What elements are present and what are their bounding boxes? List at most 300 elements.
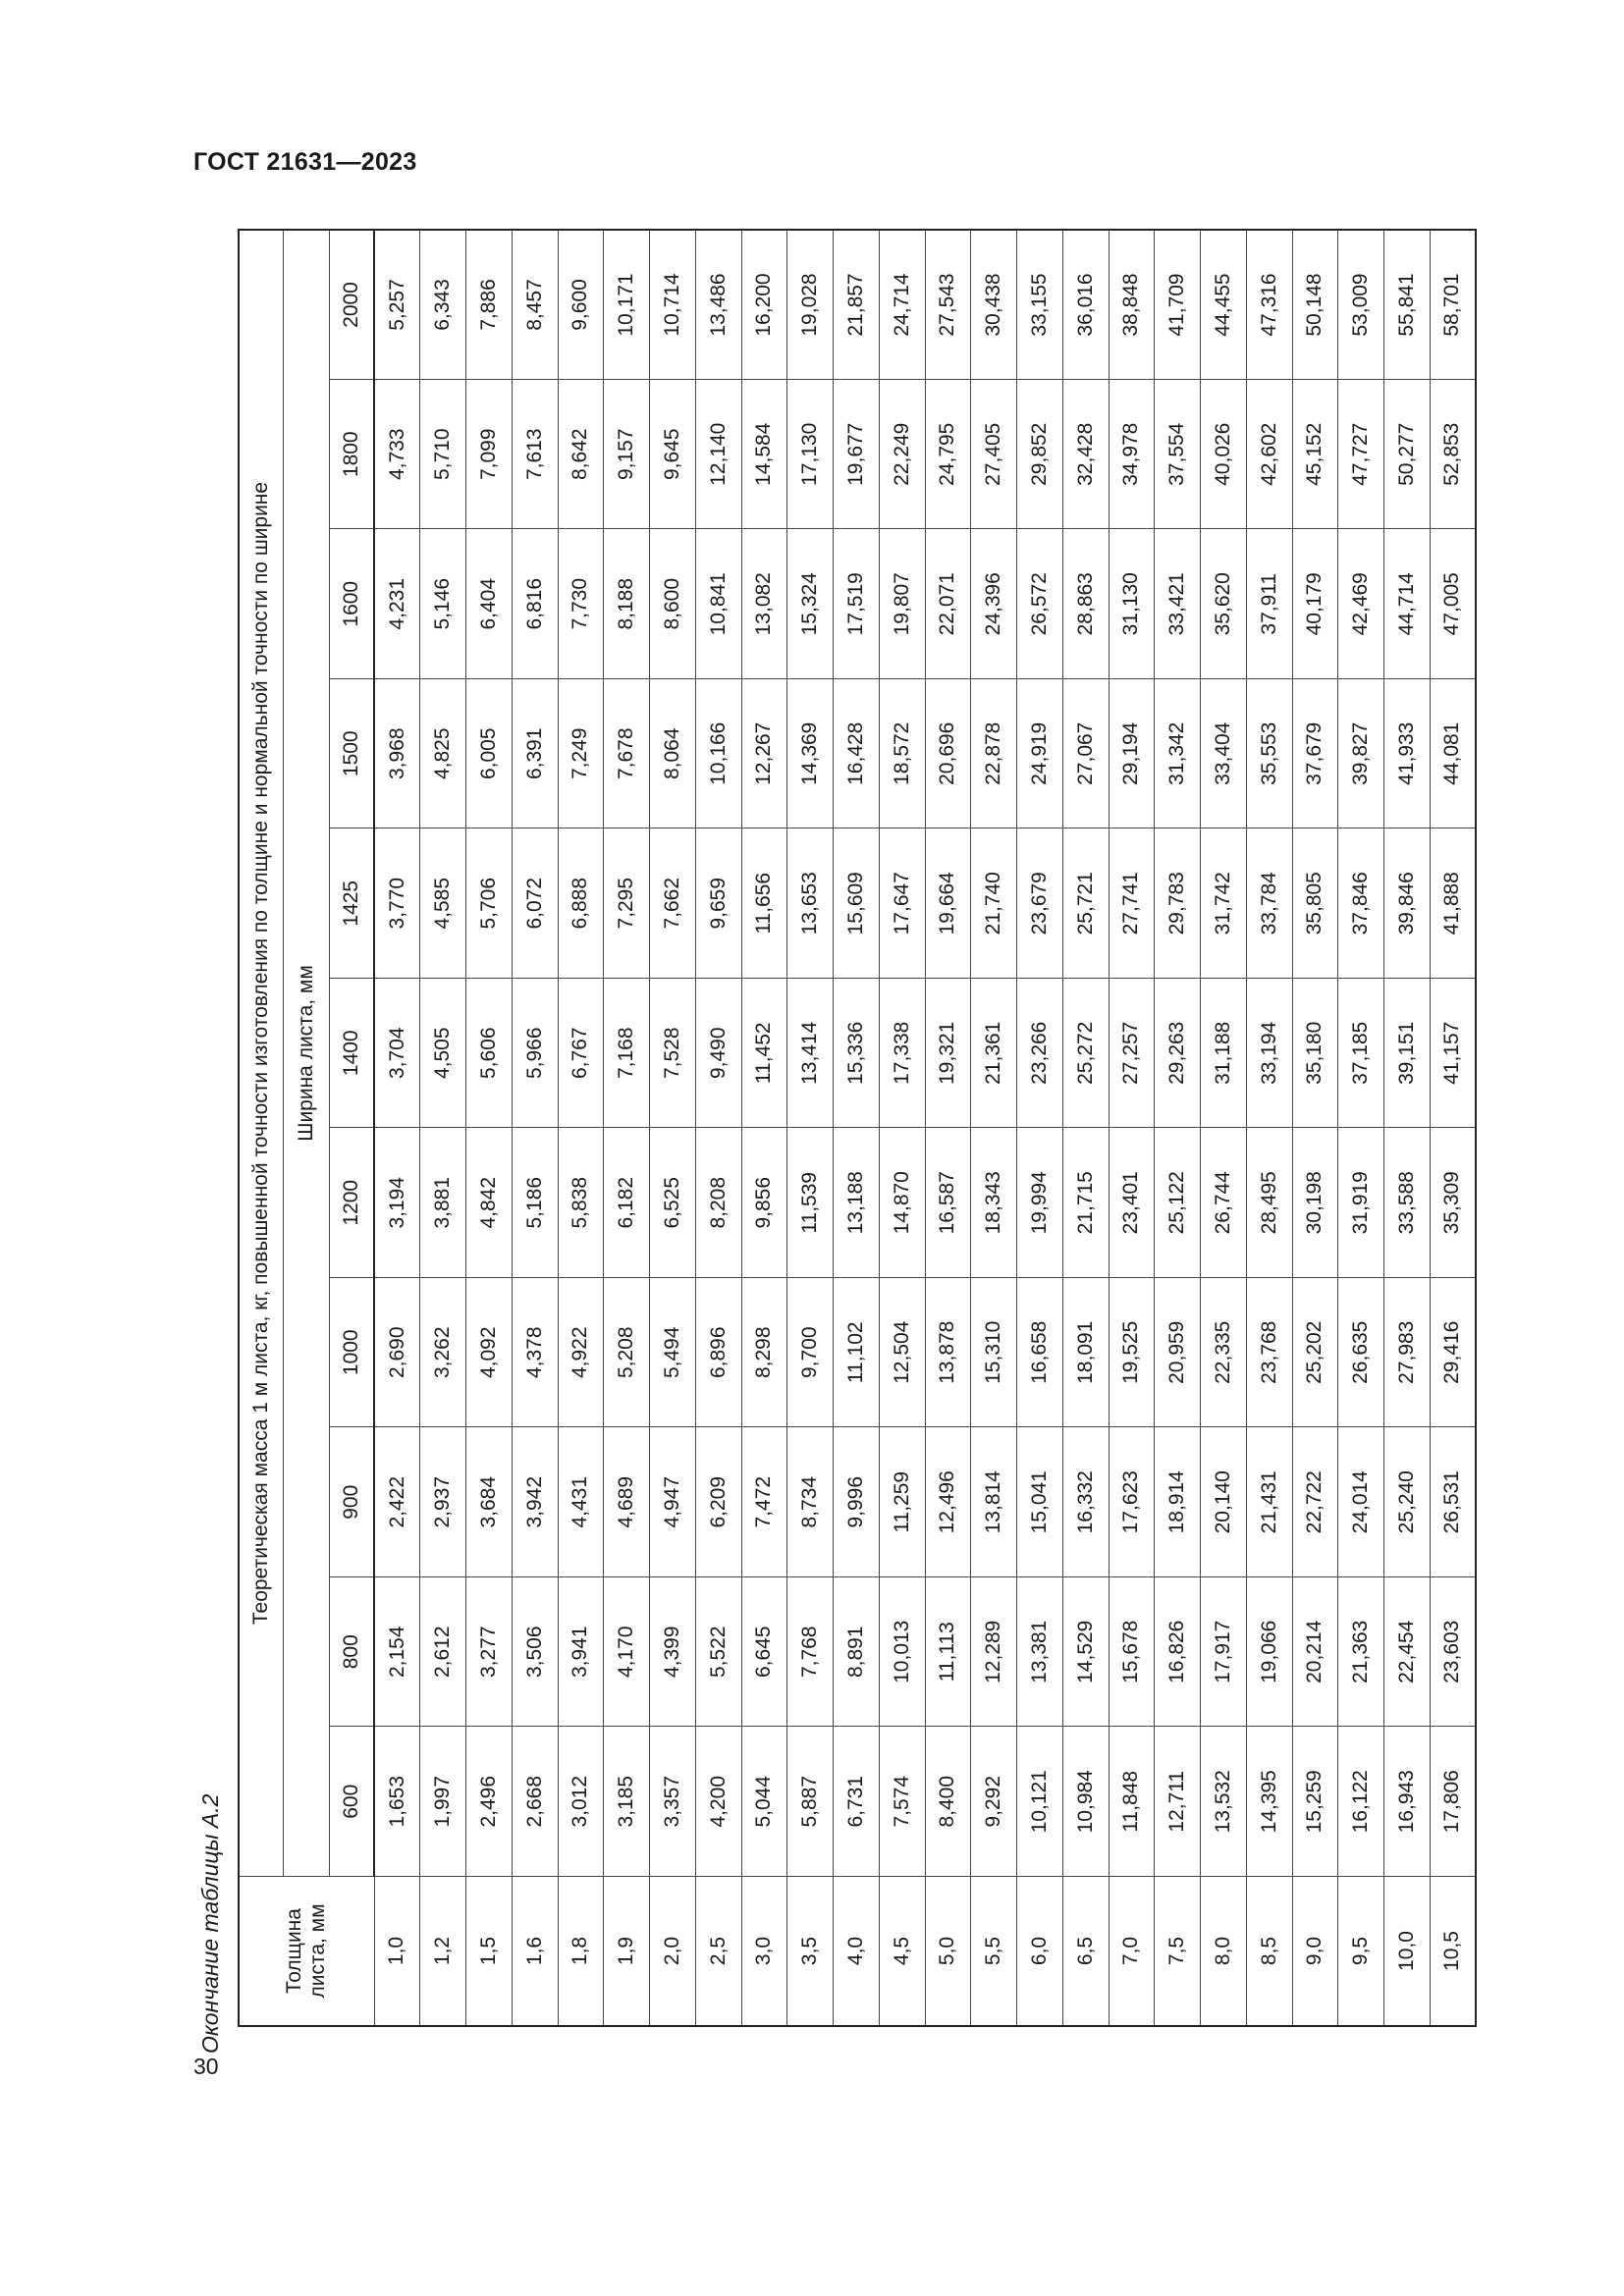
mass-cell: 9,856 <box>741 1128 787 1278</box>
mass-cell: 16,428 <box>834 679 880 829</box>
mass-cell: 12,711 <box>1155 1727 1201 1877</box>
table-row <box>787 230 834 2026</box>
mass-cell: 37,554 <box>1155 380 1201 530</box>
thickness-cell: 1,0 <box>374 1877 420 2027</box>
mass-cell: 5,706 <box>466 828 513 979</box>
mass-cell: 3,704 <box>374 979 420 1129</box>
mass-cell: 15,609 <box>834 828 880 979</box>
width-header-cell: 2000 <box>330 230 375 380</box>
mass-cell: 19,028 <box>787 230 834 380</box>
thickness-cell: 9,5 <box>1338 1877 1384 2027</box>
mass-cell: 55,841 <box>1384 230 1431 380</box>
mass-cell: 13,486 <box>695 230 741 380</box>
mass-cell: 33,404 <box>1201 679 1247 829</box>
mass-cell: 18,572 <box>879 679 925 829</box>
mass-cell: 13,653 <box>787 828 834 979</box>
mass-cell: 5,522 <box>695 1577 741 1728</box>
document-header: ГОСТ 21631—2023 <box>193 148 417 176</box>
mass-cell: 35,309 <box>1430 1128 1476 1278</box>
mass-cell: 6,209 <box>695 1427 741 1577</box>
mass-cell: 21,740 <box>971 828 1017 979</box>
mass-cell: 13,814 <box>971 1427 1017 1577</box>
mass-cell: 11,656 <box>741 828 787 979</box>
table-row <box>695 230 741 2026</box>
mass-cell: 3,941 <box>558 1577 604 1728</box>
mass-cell: 2,612 <box>420 1577 466 1728</box>
mass-cell: 8,734 <box>787 1427 834 1577</box>
mass-cell: 14,529 <box>1062 1577 1109 1728</box>
mass-cell: 3,684 <box>466 1427 513 1577</box>
mass-cell: 4,922 <box>558 1278 604 1428</box>
table-row <box>1338 230 1384 2026</box>
thickness-cell: 1,6 <box>512 1877 558 2027</box>
mass-cell: 10,121 <box>1017 1727 1063 1877</box>
thickness-cell: 1,5 <box>466 1877 513 2027</box>
mass-cell: 7,768 <box>787 1577 834 1728</box>
mass-cell: 28,863 <box>1062 529 1109 679</box>
mass-cell: 7,678 <box>604 679 650 829</box>
mass-cell: 9,659 <box>695 828 741 979</box>
mass-cell: 6,404 <box>466 529 513 679</box>
mass-cell: 12,140 <box>695 380 741 530</box>
thickness-cell: 10,0 <box>1384 1877 1431 2027</box>
mass-cell: 2,154 <box>374 1577 420 1728</box>
mass-cell: 28,495 <box>1246 1128 1292 1278</box>
mass-cell: 5,044 <box>741 1727 787 1877</box>
mass-cell: 53,009 <box>1338 230 1384 380</box>
mass-cell: 4,505 <box>420 979 466 1129</box>
mass-cell: 3,185 <box>604 1727 650 1877</box>
mass-cell: 14,584 <box>741 380 787 530</box>
mass-cell: 14,369 <box>787 679 834 829</box>
mass-cell: 2,937 <box>420 1427 466 1577</box>
mass-cell: 14,395 <box>1246 1727 1292 1877</box>
mass-cell: 8,600 <box>650 529 696 679</box>
mass-cell: 6,182 <box>604 1128 650 1278</box>
table-row <box>558 230 604 2026</box>
mass-cell: 5,838 <box>558 1128 604 1278</box>
mass-cell: 3,942 <box>512 1427 558 1577</box>
mass-cell: 41,709 <box>1155 230 1201 380</box>
thickness-cell: 6,0 <box>1017 1877 1063 2027</box>
mass-cell: 22,454 <box>1384 1577 1431 1728</box>
width-header-cell: 1200 <box>330 1128 375 1278</box>
mass-cell: 15,336 <box>834 979 880 1129</box>
mass-cell: 35,805 <box>1292 828 1338 979</box>
mass-cell: 11,848 <box>1109 1727 1155 1877</box>
mass-cell: 7,099 <box>466 380 513 530</box>
width-header-cell: 600 <box>330 1727 375 1877</box>
mass-cell: 44,714 <box>1384 529 1431 679</box>
mass-cell: 41,888 <box>1430 828 1476 979</box>
table-row <box>420 230 466 2026</box>
mass-cell: 4,170 <box>604 1577 650 1728</box>
mass-cell: 37,911 <box>1246 529 1292 679</box>
width-header-cell: 900 <box>330 1427 375 1577</box>
mass-cell: 10,166 <box>695 679 741 829</box>
mass-cell: 16,200 <box>741 230 787 380</box>
mass-cell: 11,113 <box>925 1577 971 1728</box>
mass-cell: 9,157 <box>604 380 650 530</box>
mass-cell: 27,067 <box>1062 679 1109 829</box>
mass-cell: 34,978 <box>1109 380 1155 530</box>
mass-cell: 29,194 <box>1109 679 1155 829</box>
mass-cell: 32,428 <box>1062 380 1109 530</box>
thickness-cell: 9,0 <box>1292 1877 1338 2027</box>
mass-cell: 40,026 <box>1201 380 1247 530</box>
mass-cell: 21,363 <box>1338 1577 1384 1728</box>
mass-cell: 7,472 <box>741 1427 787 1577</box>
mass-cell: 6,731 <box>834 1727 880 1877</box>
mass-cell: 4,733 <box>374 380 420 530</box>
mass-cell: 12,496 <box>925 1427 971 1577</box>
mass-cell: 6,005 <box>466 679 513 829</box>
table-row <box>1155 230 1201 2026</box>
mass-cell: 23,401 <box>1109 1128 1155 1278</box>
mass-cell: 8,642 <box>558 380 604 530</box>
mass-cell: 19,677 <box>834 380 880 530</box>
mass-cell: 20,140 <box>1201 1427 1247 1577</box>
mass-cell: 13,878 <box>925 1278 971 1428</box>
mass-cell: 16,658 <box>1017 1278 1063 1428</box>
mass-cell: 12,289 <box>971 1577 1017 1728</box>
mass-cell: 4,399 <box>650 1577 696 1728</box>
mass-cell: 2,422 <box>374 1427 420 1577</box>
mass-cell: 4,378 <box>512 1278 558 1428</box>
mass-cell: 37,185 <box>1338 979 1384 1129</box>
mass-cell: 24,919 <box>1017 679 1063 829</box>
mass-cell: 15,324 <box>787 529 834 679</box>
mass-cell: 18,091 <box>1062 1278 1109 1428</box>
thickness-cell: 10,5 <box>1430 1877 1476 2027</box>
mass-cell: 25,272 <box>1062 979 1109 1129</box>
mass-cell: 30,198 <box>1292 1128 1338 1278</box>
mass-cell: 7,295 <box>604 828 650 979</box>
mass-cell: 4,200 <box>695 1727 741 1877</box>
table-row <box>1062 230 1109 2026</box>
thickness-cell: 4,5 <box>879 1877 925 2027</box>
mass-cell: 20,959 <box>1155 1278 1201 1428</box>
mass-cell: 21,715 <box>1062 1128 1109 1278</box>
table-row <box>1109 230 1155 2026</box>
width-header-cell: 1000 <box>330 1278 375 1428</box>
mass-cell: 22,071 <box>925 529 971 679</box>
mass-cell: 3,194 <box>374 1128 420 1278</box>
mass-cell: 25,240 <box>1384 1427 1431 1577</box>
mass-cell: 35,553 <box>1246 679 1292 829</box>
mass-cell: 24,014 <box>1338 1427 1384 1577</box>
mass-cell: 41,933 <box>1384 679 1431 829</box>
mass-cell: 10,714 <box>650 230 696 380</box>
mass-cell: 25,202 <box>1292 1278 1338 1428</box>
mass-cell: 11,452 <box>741 979 787 1129</box>
table-row <box>650 230 696 2026</box>
mass-cell: 6,888 <box>558 828 604 979</box>
mass-cell: 7,168 <box>604 979 650 1129</box>
mass-cell: 26,572 <box>1017 529 1063 679</box>
mass-cell: 12,267 <box>741 679 787 829</box>
mass-cell: 36,016 <box>1062 230 1109 380</box>
table-row <box>466 230 513 2026</box>
mass-cell: 7,730 <box>558 529 604 679</box>
mass-cell: 13,532 <box>1201 1727 1247 1877</box>
mass-cell: 23,266 <box>1017 979 1063 1129</box>
mass-cell: 4,092 <box>466 1278 513 1428</box>
mass-cell: 5,710 <box>420 380 466 530</box>
mass-cell: 29,263 <box>1155 979 1201 1129</box>
mass-cell: 22,722 <box>1292 1427 1338 1577</box>
mass-cell: 17,130 <box>787 380 834 530</box>
mass-cell: 15,041 <box>1017 1427 1063 1577</box>
table-row <box>374 230 420 2026</box>
mass-cell: 7,528 <box>650 979 696 1129</box>
table-row <box>604 230 650 2026</box>
mass-cell: 33,784 <box>1246 828 1292 979</box>
mass-cell: 6,391 <box>512 679 558 829</box>
mass-cell: 1,653 <box>374 1727 420 1877</box>
mass-cell: 10,841 <box>695 529 741 679</box>
mass-cell: 6,816 <box>512 529 558 679</box>
mass-cell: 18,914 <box>1155 1427 1201 1577</box>
thickness-cell: 3,0 <box>741 1877 787 2027</box>
mass-cell: 27,543 <box>925 230 971 380</box>
mass-cell: 31,742 <box>1201 828 1247 979</box>
mass-cell: 13,082 <box>741 529 787 679</box>
mass-cell: 2,496 <box>466 1727 513 1877</box>
mass-cell: 8,208 <box>695 1128 741 1278</box>
mass-cell: 9,996 <box>834 1427 880 1577</box>
mass-cell: 17,338 <box>879 979 925 1129</box>
mass-cell: 42,602 <box>1246 380 1292 530</box>
mass-cell: 15,310 <box>971 1278 1017 1428</box>
mass-cell: 31,130 <box>1109 529 1155 679</box>
mass-cell: 5,186 <box>512 1128 558 1278</box>
mass-cell: 42,469 <box>1338 529 1384 679</box>
mass-cell: 4,825 <box>420 679 466 829</box>
mass-cell: 5,494 <box>650 1278 696 1428</box>
mass-cell: 33,421 <box>1155 529 1201 679</box>
table-row <box>1292 230 1338 2026</box>
mass-cell: 11,102 <box>834 1278 880 1428</box>
mass-cell: 9,645 <box>650 380 696 530</box>
thickness-cell: 2,5 <box>695 1877 741 2027</box>
mass-cell: 6,072 <box>512 828 558 979</box>
mass-cell: 3,262 <box>420 1278 466 1428</box>
mass-cell: 25,721 <box>1062 828 1109 979</box>
mass-cell: 24,714 <box>879 230 925 380</box>
mass-cell: 19,066 <box>1246 1577 1292 1728</box>
mass-cell: 37,846 <box>1338 828 1384 979</box>
mass-cell: 16,332 <box>1062 1427 1109 1577</box>
mass-cell: 35,620 <box>1201 529 1247 679</box>
mass-cell: 47,316 <box>1246 230 1292 380</box>
mass-cell: 10,171 <box>604 230 650 380</box>
mass-cell: 23,768 <box>1246 1278 1292 1428</box>
mass-cell: 19,321 <box>925 979 971 1129</box>
mass-cell: 8,298 <box>741 1278 787 1428</box>
mass-cell: 27,741 <box>1109 828 1155 979</box>
mass-cell: 6,343 <box>420 230 466 380</box>
table-row <box>741 230 787 2026</box>
thickness-cell: 5,5 <box>971 1877 1017 2027</box>
mass-cell: 21,361 <box>971 979 1017 1129</box>
mass-cell: 8,457 <box>512 230 558 380</box>
table-row <box>1246 230 1292 2026</box>
mass-cell: 44,455 <box>1201 230 1247 380</box>
mass-cell: 3,968 <box>374 679 420 829</box>
mass-cell: 2,690 <box>374 1278 420 1428</box>
mass-cell: 31,342 <box>1155 679 1201 829</box>
mass-cell: 31,919 <box>1338 1128 1384 1278</box>
mass-cell: 25,122 <box>1155 1128 1201 1278</box>
mass-cell: 10,013 <box>879 1577 925 1728</box>
mass-cell: 21,857 <box>834 230 880 380</box>
mass-cell: 19,525 <box>1109 1278 1155 1428</box>
thickness-cell: 8,5 <box>1246 1877 1292 2027</box>
width-header-cell: 1600 <box>330 529 375 679</box>
mass-cell: 39,151 <box>1384 979 1431 1129</box>
mass-cell: 50,148 <box>1292 230 1338 380</box>
table-row <box>879 230 925 2026</box>
mass-cell: 3,770 <box>374 828 420 979</box>
mass-cell: 5,208 <box>604 1278 650 1428</box>
page-number: 30 <box>193 2054 219 2079</box>
mass-cell: 9,600 <box>558 230 604 380</box>
mass-cell: 24,795 <box>925 380 971 530</box>
mass-cell: 4,689 <box>604 1427 650 1577</box>
mass-cell: 13,414 <box>787 979 834 1129</box>
mass-cell: 16,587 <box>925 1128 971 1278</box>
mass-cell: 20,214 <box>1292 1577 1338 1728</box>
mass-cell: 7,249 <box>558 679 604 829</box>
mass-cell: 17,647 <box>879 828 925 979</box>
mass-cell: 11,259 <box>879 1427 925 1577</box>
mass-cell: 27,257 <box>1109 979 1155 1129</box>
mass-cell: 15,259 <box>1292 1727 1338 1877</box>
mass-cell: 23,679 <box>1017 828 1063 979</box>
table-row <box>971 230 1017 2026</box>
mass-cell: 4,842 <box>466 1128 513 1278</box>
mass-cell: 23,603 <box>1430 1577 1476 1728</box>
mass-cell: 22,878 <box>971 679 1017 829</box>
mass-cell: 3,012 <box>558 1727 604 1877</box>
mass-cell: 47,727 <box>1338 380 1384 530</box>
table-row <box>512 230 558 2026</box>
mass-cell: 26,744 <box>1201 1128 1247 1278</box>
mass-cell: 44,081 <box>1430 679 1476 829</box>
width-header-cell: 1400 <box>330 979 375 1129</box>
thickness-cell: 1,2 <box>420 1877 466 2027</box>
mass-cell: 9,490 <box>695 979 741 1129</box>
width-header-cell: 1500 <box>330 679 375 829</box>
mass-cell: 19,994 <box>1017 1128 1063 1278</box>
mass-cell: 22,335 <box>1201 1278 1247 1428</box>
mass-cell: 5,966 <box>512 979 558 1129</box>
mass-table <box>238 229 1477 2027</box>
mass-cell: 5,606 <box>466 979 513 1129</box>
mass-cell: 22,249 <box>879 380 925 530</box>
mass-cell: 9,700 <box>787 1278 834 1428</box>
mass-cell: 5,887 <box>787 1727 834 1877</box>
mass-cell: 47,005 <box>1430 529 1476 679</box>
mass-cell: 29,783 <box>1155 828 1201 979</box>
mass-cell: 6,767 <box>558 979 604 1129</box>
mass-cell: 16,122 <box>1338 1727 1384 1877</box>
mass-cell: 17,917 <box>1201 1577 1247 1728</box>
width-header-cell: 1425 <box>330 828 375 979</box>
mass-cell: 41,157 <box>1430 979 1476 1129</box>
thickness-header: Толщина листа, мм <box>239 1877 374 2027</box>
width-header-cell: 1800 <box>330 380 375 530</box>
mass-cell: 33,194 <box>1246 979 1292 1129</box>
mass-cell: 14,870 <box>879 1128 925 1278</box>
mass-cell: 13,381 <box>1017 1577 1063 1728</box>
thickness-cell: 5,0 <box>925 1877 971 2027</box>
mass-cell: 39,827 <box>1338 679 1384 829</box>
mass-cell: 12,504 <box>879 1278 925 1428</box>
thickness-cell: 6,5 <box>1062 1877 1109 2027</box>
mass-cell: 35,180 <box>1292 979 1338 1129</box>
mass-cell: 17,623 <box>1109 1427 1155 1577</box>
mass-cell: 16,826 <box>1155 1577 1201 1728</box>
thickness-cell: 2,0 <box>650 1877 696 2027</box>
table-row <box>834 230 880 2026</box>
width-header-cell: 800 <box>330 1577 375 1728</box>
table-row <box>1384 230 1431 2026</box>
table-row <box>925 230 971 2026</box>
mass-cell: 39,846 <box>1384 828 1431 979</box>
thickness-cell: 1,9 <box>604 1877 650 2027</box>
mass-cell: 15,678 <box>1109 1577 1155 1728</box>
mass-cell: 2,668 <box>512 1727 558 1877</box>
mass-cell: 29,852 <box>1017 380 1063 530</box>
thickness-cell: 7,0 <box>1109 1877 1155 2027</box>
table-row <box>1430 230 1476 2026</box>
table-caption: Окончание таблицы А.2 <box>197 1793 223 2054</box>
mass-cell: 27,405 <box>971 380 1017 530</box>
mass-cell: 52,853 <box>1430 380 1476 530</box>
mass-cell: 24,396 <box>971 529 1017 679</box>
mass-cell: 6,896 <box>695 1278 741 1428</box>
mass-cell: 7,613 <box>512 380 558 530</box>
mass-cell: 40,179 <box>1292 529 1338 679</box>
mass-cell: 17,806 <box>1430 1727 1476 1877</box>
mass-cell: 4,585 <box>420 828 466 979</box>
mass-cell: 26,531 <box>1430 1427 1476 1577</box>
thickness-cell: 1,8 <box>558 1877 604 2027</box>
mass-cell: 19,664 <box>925 828 971 979</box>
mass-cell: 58,701 <box>1430 230 1476 380</box>
mass-cell: 7,662 <box>650 828 696 979</box>
mass-cell: 8,188 <box>604 529 650 679</box>
width-header: Ширина листа, мм <box>284 230 330 1877</box>
mass-cell: 4,431 <box>558 1427 604 1577</box>
mass-cell: 21,431 <box>1246 1427 1292 1577</box>
mass-cell: 13,188 <box>834 1128 880 1278</box>
mass-cell: 31,188 <box>1201 979 1247 1129</box>
mass-cell: 5,146 <box>420 529 466 679</box>
mass-cell: 50,277 <box>1384 380 1431 530</box>
mass-cell: 5,257 <box>374 230 420 380</box>
mass-cell: 3,881 <box>420 1128 466 1278</box>
mass-cell: 7,886 <box>466 230 513 380</box>
rotated-table-container <box>238 229 1477 2027</box>
mass-cell: 17,519 <box>834 529 880 679</box>
mass-cell: 33,588 <box>1384 1128 1431 1278</box>
mass-cell: 9,292 <box>971 1727 1017 1877</box>
mass-cell: 6,525 <box>650 1128 696 1278</box>
mass-cell: 38,848 <box>1109 230 1155 380</box>
